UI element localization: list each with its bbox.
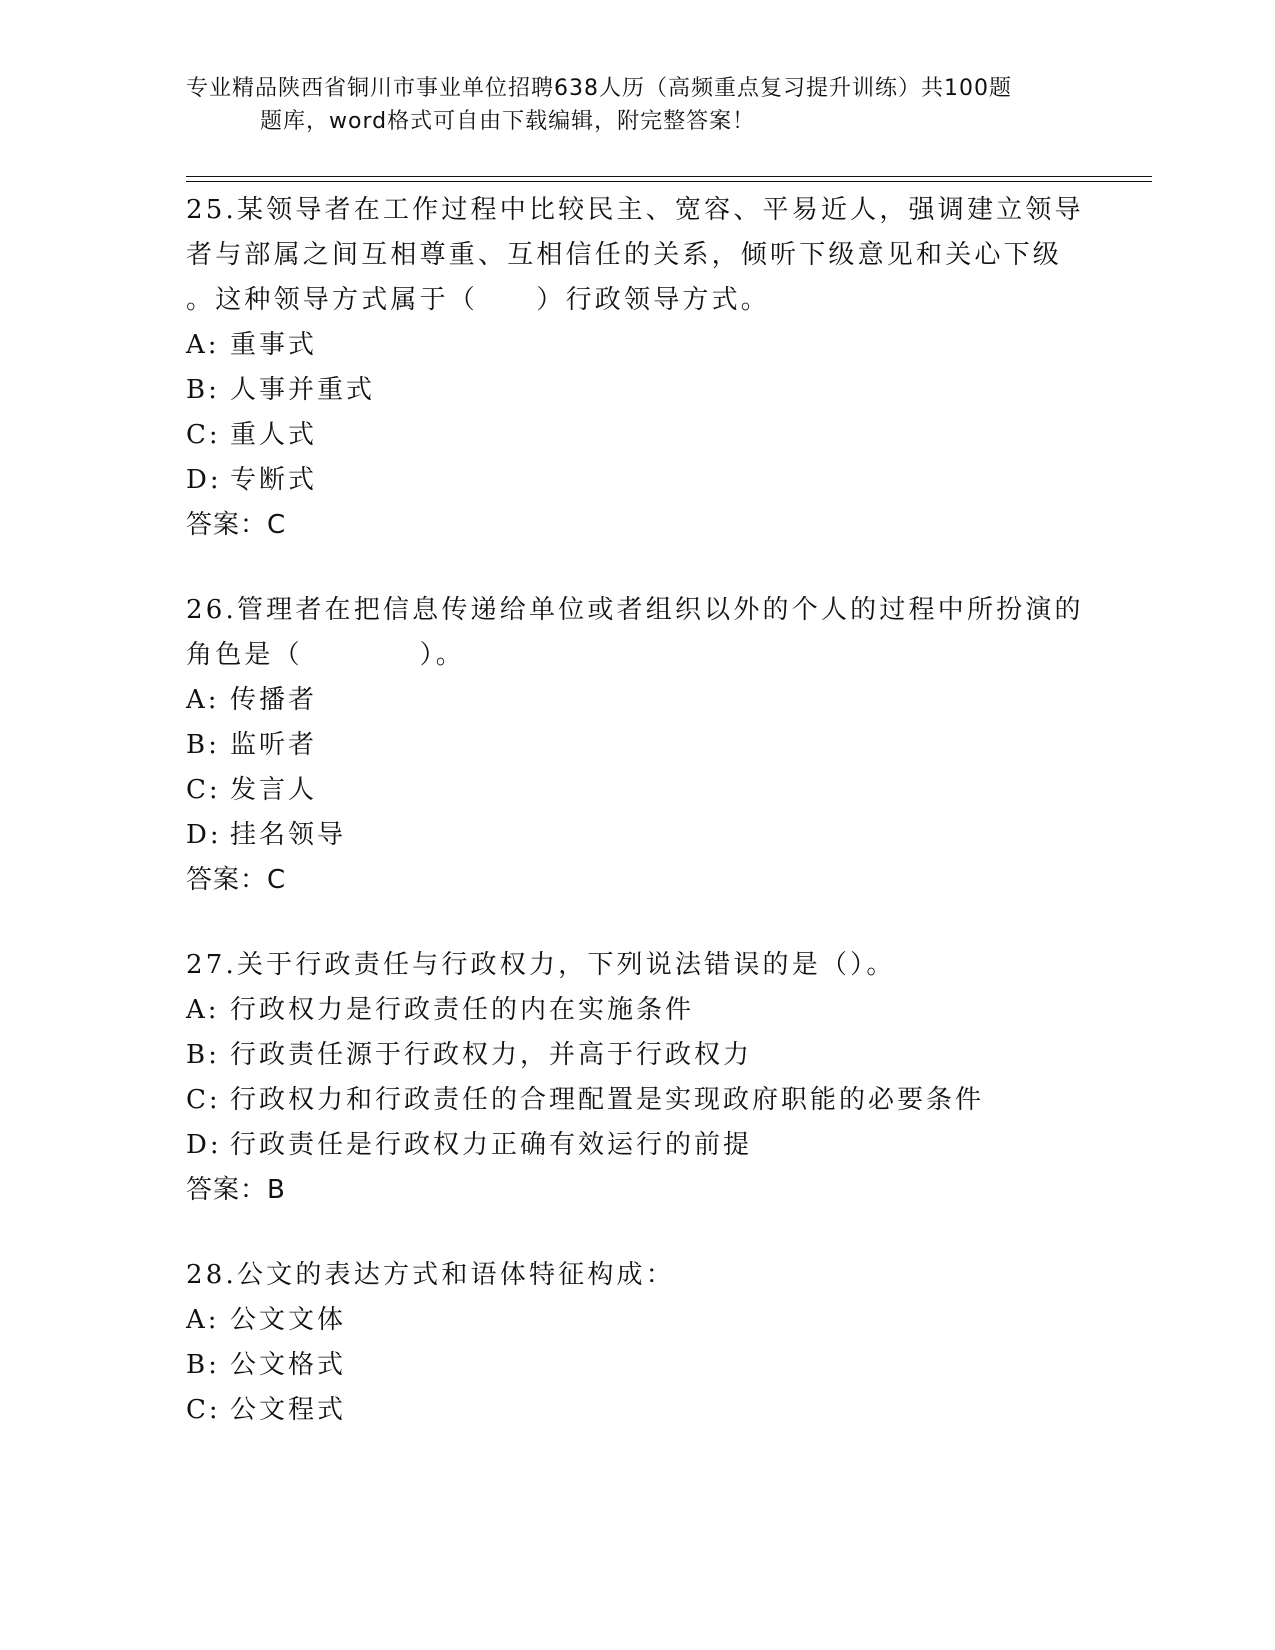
option-a [186,678,1106,723]
question-text: 26.管理者在把信息传递给单位或者组织以外的个人的过程中所扮演的 [186,595,1084,625]
option-c [186,413,1106,458]
question-28 [186,1253,1106,1433]
option-letter: C: [186,1395,221,1425]
option-text: 监听者 [230,730,318,760]
option-text: 重事式 [230,330,318,360]
option-letter: D: [186,465,222,495]
option-text: 行政责任源于行政权力，并高于行政权力 [230,1040,753,1070]
option-letter: D: [186,820,222,850]
option-a [186,1298,1106,1343]
option-d [186,813,1106,858]
question-26 [186,588,1106,903]
question-list [186,188,1106,1473]
option-b [186,1033,1106,1078]
option-b [186,1343,1106,1388]
question-27 [186,943,1106,1213]
option-text: 重人式 [230,420,318,450]
option-letter: A: [186,995,220,1025]
option-a [186,323,1106,368]
question-text: 27.关于行政责任与行政权力，下列说法错误的是（）。 [186,950,896,980]
option-letter: A: [186,330,220,360]
answer: 答案：C [186,865,287,895]
option-letter: C: [186,775,221,805]
option-text: 发言人 [230,775,318,805]
option-text: 挂名领导 [230,820,347,850]
option-d [186,458,1106,503]
option-letter: B: [186,1040,220,1070]
option-text: 传播者 [230,685,318,715]
option-text: 行政责任是行政权力正确有效运行的前提 [230,1130,753,1160]
option-text: 公文格式 [230,1350,347,1380]
option-letter: D: [186,1130,222,1160]
option-letter: A: [186,1305,220,1335]
option-letter: C: [186,1085,221,1115]
option-letter: B: [186,730,220,760]
option-text: 人事并重式 [230,375,376,405]
option-c [186,1388,1106,1433]
option-a [186,988,1106,1033]
question-25 [186,188,1106,548]
header-divider-bottom [186,181,1152,182]
document-header [186,72,1106,138]
option-letter: A: [186,685,220,715]
question-text: 25.某领导者在工作过程中比较民主、宽容、平易近人，强调建立领导 [186,195,1084,225]
option-letter: B: [186,1350,220,1380]
option-c [186,768,1106,813]
header-line-2: 题库，word格式可自由下载编辑，附完整答案！ [260,109,756,134]
option-text: 公文文体 [230,1305,347,1335]
header-divider-top [186,176,1152,177]
option-b [186,368,1106,413]
option-b [186,723,1106,768]
option-text: 行政权力和行政责任的合理配置是实现政府职能的必要条件 [230,1085,985,1115]
option-text: 专断式 [230,465,318,495]
question-text: 者与部属之间互相尊重、互相信任的关系，倾听下级意见和关心下级 [186,240,1063,270]
option-letter: C: [186,420,221,450]
option-text: 公文程式 [230,1395,347,1425]
option-c [186,1078,1106,1123]
option-text: 行政权力是行政责任的内在实施条件 [230,995,695,1025]
question-text: 28.公文的表达方式和语体特征构成： [186,1260,675,1290]
question-text: 角色是（ ）。 [186,640,466,670]
header-line-1: 专业精品陕西省铜川市事业单位招聘638人历（高频重点复习提升训练）共100题 [186,76,1012,101]
option-letter: B: [186,375,220,405]
question-text: 。这种领导方式属于（ ）行政领导方式。 [186,285,771,315]
answer: 答案：C [186,510,287,540]
option-d [186,1123,1106,1168]
answer: 答案：B [186,1175,286,1205]
